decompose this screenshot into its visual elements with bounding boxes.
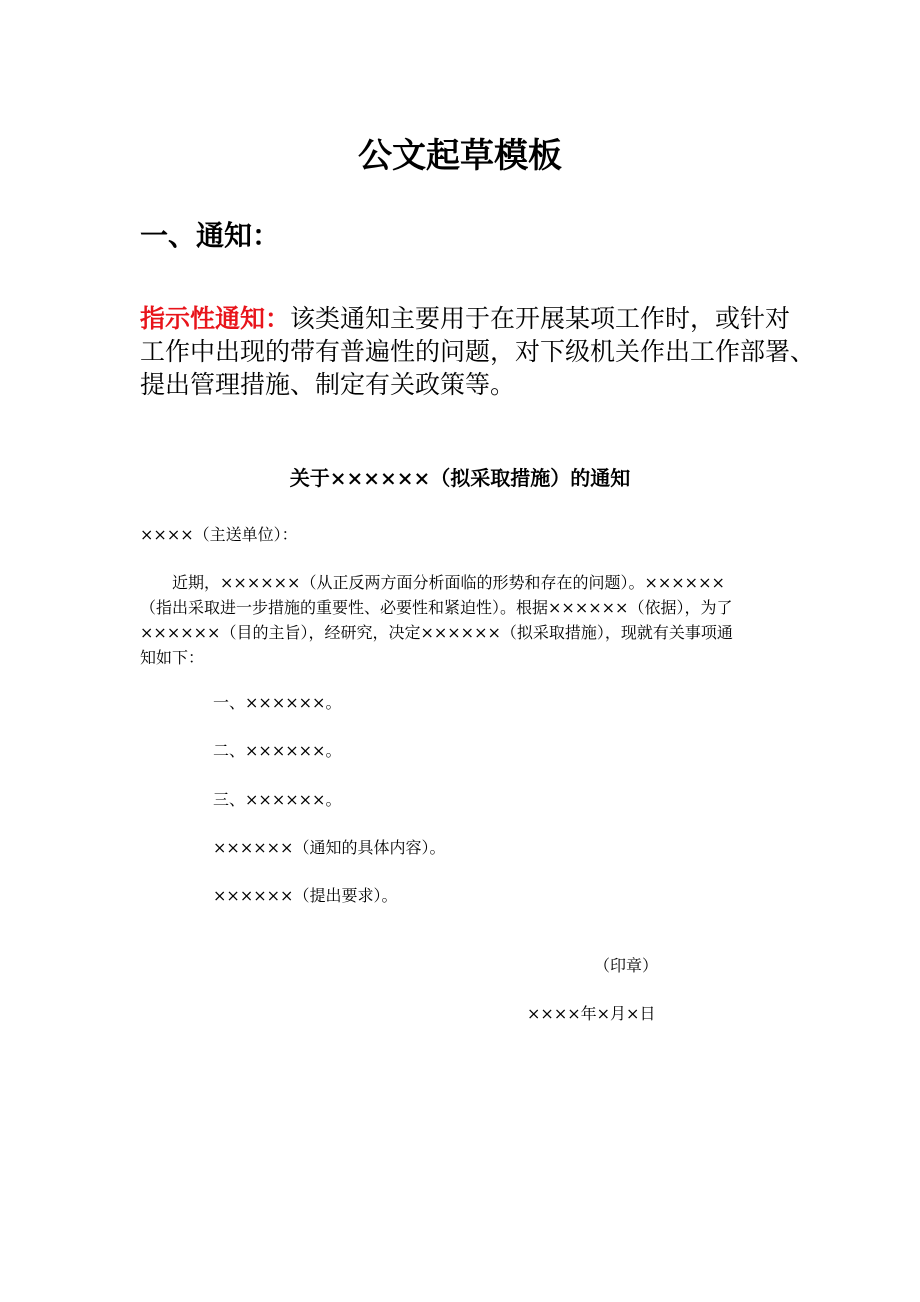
- notice-item: ××××××（提出要求）。: [213, 886, 398, 905]
- body-line: （指出采取进一步措施的重要性、必要性和紧迫性）。根据××××××（依据），为了: [140, 598, 733, 617]
- intro-paragraph: [140, 302, 815, 401]
- notice-title: 关于××××××（拟采取措施）的通知: [289, 466, 631, 490]
- intro-line-1: 指示性通知：该类通知主要用于在开展某项工作时，或针对: [140, 304, 791, 333]
- seal-placeholder: （印章）: [594, 956, 659, 975]
- notice-item: 三、××××××。: [213, 790, 342, 809]
- intro-line-3: 提出管理措施、制定有关政策等。: [140, 370, 516, 399]
- notice-item: ××××××（通知的具体内容）。: [213, 838, 446, 857]
- notice-body: [140, 570, 733, 670]
- notice-recipient: ××××（主送单位）：: [140, 525, 298, 544]
- notice-date: ××××年×月×日: [527, 1004, 656, 1023]
- intro-label: 指示性通知：: [140, 304, 291, 333]
- section-heading: 一、通知：: [140, 219, 281, 252]
- body-line: 知如下：: [140, 648, 205, 667]
- notice-item: 二、××××××。: [213, 741, 342, 760]
- intro-line-2: 工作中出现的带有普遍性的问题，对下级机关作出工作部署、: [140, 337, 816, 366]
- body-line: ××××××（目的主旨），经研究，决定××××××（拟采取措施），现就有关事项通: [140, 623, 733, 642]
- page-title: 公文起草模板: [358, 136, 562, 176]
- body-line: 近期，××××××（从正反两方面分析面临的形势和存在的问题）。××××××: [140, 573, 725, 592]
- notice-item: 一、××××××。: [213, 693, 342, 712]
